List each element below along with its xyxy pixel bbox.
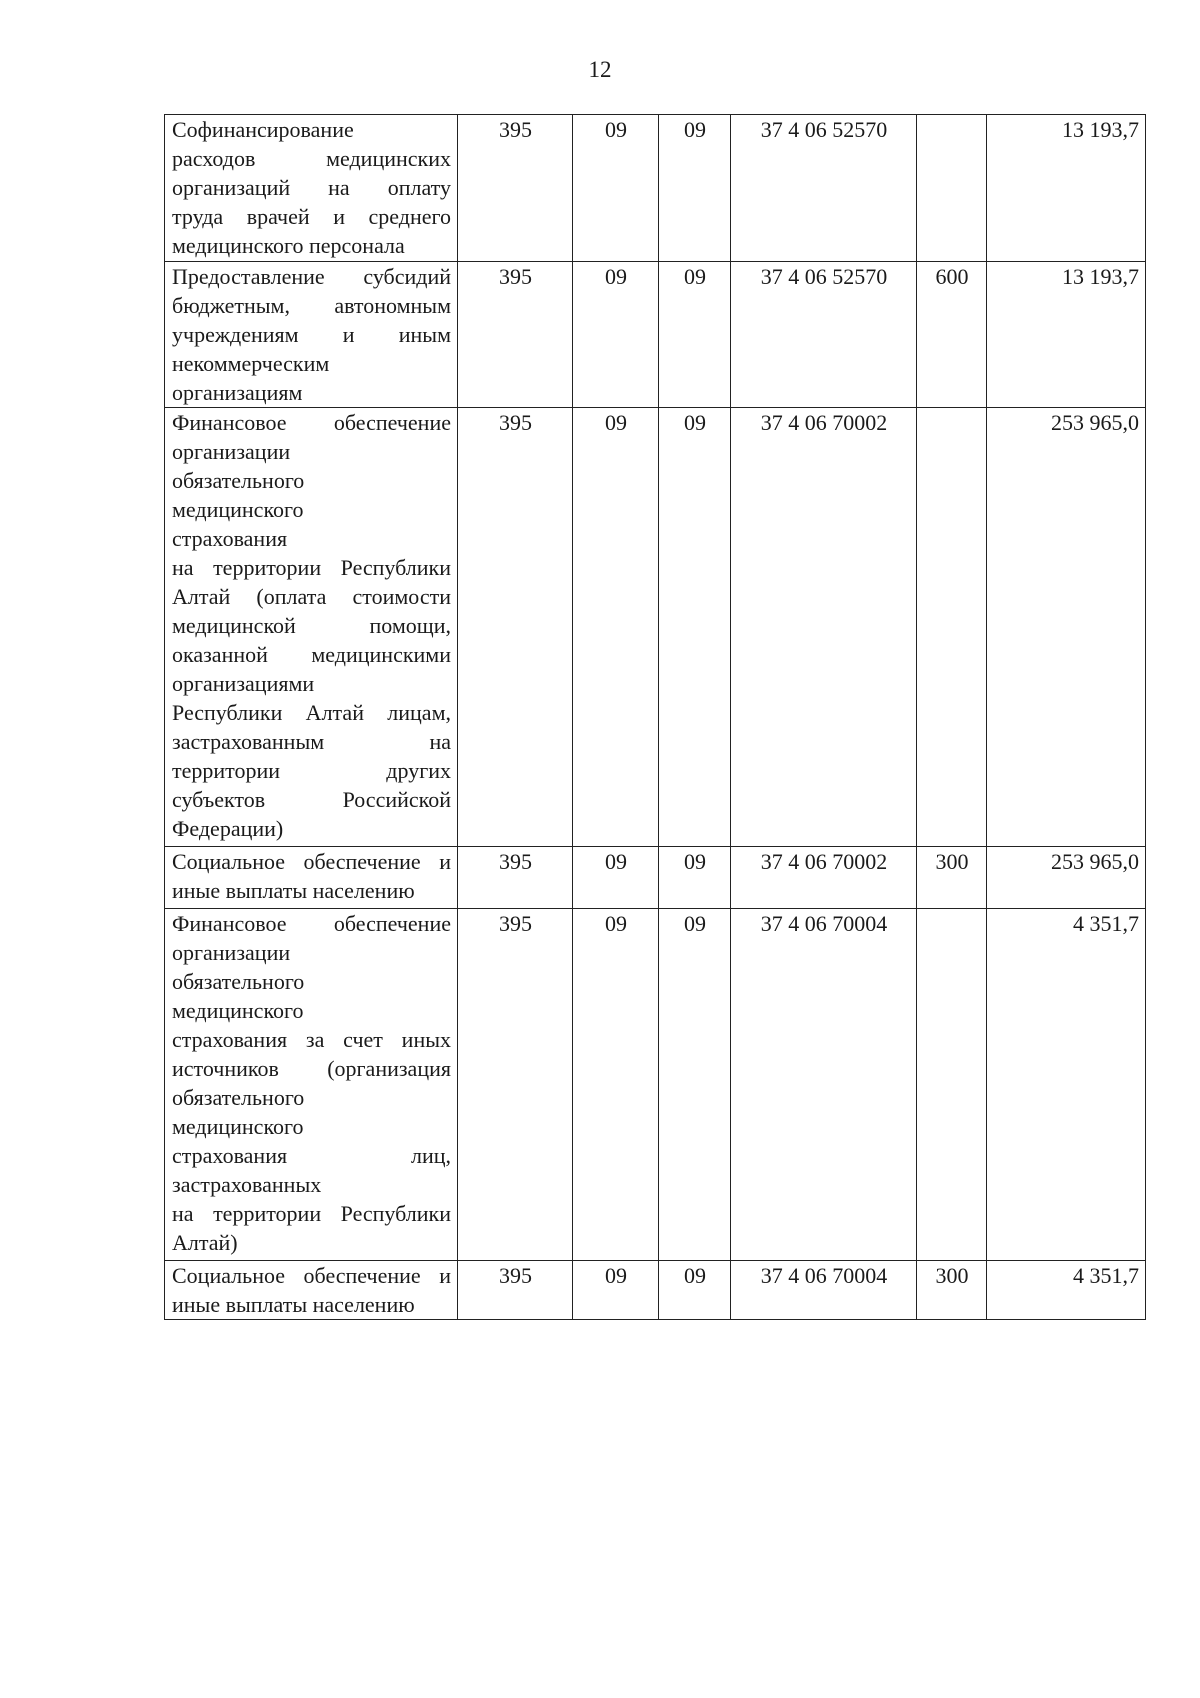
item-name-line: на территории Республики [172, 1201, 451, 1226]
item-name-line: медицинского [172, 998, 304, 1023]
section-code-cell: 09 [573, 1261, 659, 1320]
item-name-line: медицинского [172, 497, 304, 522]
target-article-cell: 37 4 06 52570 [731, 115, 917, 262]
section-code-cell: 09 [573, 262, 659, 408]
item-name-line: Социальное обеспечение и [172, 1263, 451, 1288]
target-article-cell: 37 4 06 70002 [731, 408, 917, 847]
item-name-line: Финансовое обеспечение [172, 911, 451, 936]
item-name-line: расходов медицинских [172, 146, 451, 171]
expense-type-cell: 600 [917, 262, 987, 408]
subsection-code-cell: 09 [659, 909, 731, 1261]
item-name-line: организаций на оплату [172, 175, 451, 200]
item-name-line: страхования лиц, [172, 1143, 451, 1168]
target-article-cell: 37 4 06 70004 [731, 909, 917, 1261]
admin-code-cell: 395 [458, 262, 573, 408]
item-name-line: организациям [172, 380, 303, 405]
item-name-line: медицинского персонала [172, 233, 405, 258]
expense-type-cell [917, 408, 987, 847]
item-name-cell [165, 115, 458, 262]
subsection-code-cell: 09 [659, 115, 731, 262]
admin-code-cell: 395 [458, 1261, 573, 1320]
item-name-line: на территории Республики [172, 555, 451, 580]
item-name-line: медицинской помощи, [172, 613, 451, 638]
item-name-line: иные выплаты населению [172, 878, 415, 903]
expense-type-cell [917, 115, 987, 262]
item-name-line: иные выплаты населению [172, 1292, 415, 1317]
expense-type-cell [917, 909, 987, 1261]
table-row [165, 115, 1146, 262]
amount-cell: 253 965,0 [987, 847, 1146, 909]
target-article-cell: 37 4 06 70004 [731, 1261, 917, 1320]
target-article-cell: 37 4 06 70002 [731, 847, 917, 909]
section-code-cell: 09 [573, 408, 659, 847]
item-name-line: застрахованным на [172, 729, 451, 754]
table-row [165, 909, 1146, 1261]
item-name-line: медицинского [172, 1114, 304, 1139]
item-name-cell [165, 1261, 458, 1320]
admin-code-cell: 395 [458, 115, 573, 262]
item-name-line: Федерации) [172, 816, 284, 841]
subsection-code-cell: 09 [659, 262, 731, 408]
amount-cell: 4 351,7 [987, 909, 1146, 1261]
item-name-line: страхования [172, 526, 288, 551]
amount-cell: 13 193,7 [987, 262, 1146, 408]
item-name-line: Республики Алтай лицам, [172, 700, 451, 725]
item-name-line: обязательного [172, 969, 305, 994]
item-name-line: труда врачей и среднего [172, 204, 451, 229]
amount-cell: 13 193,7 [987, 115, 1146, 262]
item-name-line: застрахованных [172, 1172, 322, 1197]
table-row [165, 408, 1146, 847]
budget-table [164, 114, 1146, 1320]
expense-type-cell: 300 [917, 1261, 987, 1320]
expense-type-cell: 300 [917, 847, 987, 909]
item-name-line: Софинансирование [172, 117, 354, 142]
section-code-cell: 09 [573, 847, 659, 909]
table-row [165, 262, 1146, 408]
subsection-code-cell: 09 [659, 847, 731, 909]
amount-cell: 253 965,0 [987, 408, 1146, 847]
item-name-line: организации [172, 940, 291, 965]
item-name-line: Предоставление субсидий [172, 264, 451, 289]
target-article-cell: 37 4 06 52570 [731, 262, 917, 408]
item-name-line: источников (организация [172, 1056, 451, 1081]
item-name-cell [165, 408, 458, 847]
item-name-line: Алтай (оплата стоимости [172, 584, 451, 609]
item-name-line: территории других [172, 758, 451, 783]
table-row [165, 1261, 1146, 1320]
table-row [165, 847, 1146, 909]
item-name-line: субъектов Российской [172, 787, 451, 812]
item-name-line: оказанной медицинскими [172, 642, 451, 667]
item-name-line: организации [172, 439, 291, 464]
section-code-cell: 09 [573, 115, 659, 262]
subsection-code-cell: 09 [659, 1261, 731, 1320]
item-name-line: Алтай) [172, 1230, 238, 1255]
admin-code-cell: 395 [458, 847, 573, 909]
item-name-cell [165, 909, 458, 1261]
item-name-line: учреждениям и иным [172, 322, 451, 347]
item-name-line: некоммерческим [172, 351, 330, 376]
item-name-line: Финансовое обеспечение [172, 410, 451, 435]
item-name-line: обязательного [172, 468, 305, 493]
item-name-line: бюджетным, автономным [172, 293, 451, 318]
item-name-line: страхования за счет иных [172, 1027, 451, 1052]
admin-code-cell: 395 [458, 909, 573, 1261]
item-name-cell [165, 262, 458, 408]
item-name-line: Социальное обеспечение и [172, 849, 451, 874]
item-name-line: обязательного [172, 1085, 305, 1110]
page-number: 12 [588, 57, 612, 82]
subsection-code-cell: 09 [659, 408, 731, 847]
amount-cell: 4 351,7 [987, 1261, 1146, 1320]
admin-code-cell: 395 [458, 408, 573, 847]
item-name-cell [165, 847, 458, 909]
table-body [165, 115, 1146, 1320]
section-code-cell: 09 [573, 909, 659, 1261]
item-name-line: организациями [172, 671, 315, 696]
